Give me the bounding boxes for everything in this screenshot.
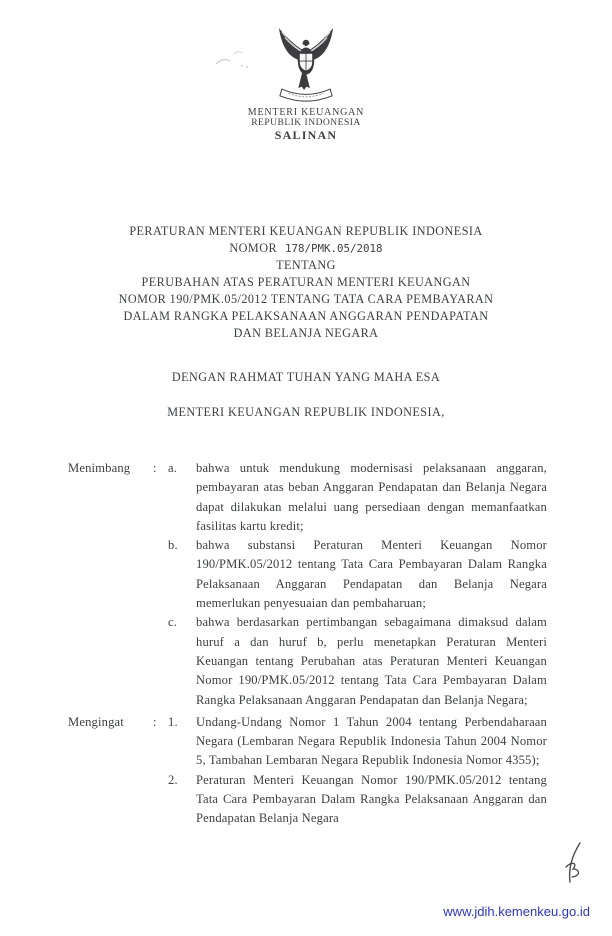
jdih-link[interactable]: www.jdih.kemenkeu.go.id (443, 904, 590, 919)
title-line-4: PERUBAHAN ATAS PERATURAN MENTERI KEUANGAN (141, 275, 471, 289)
mengingat-section (68, 713, 547, 829)
letterhead (0, 20, 612, 143)
item-text: Undang-Undang Nomor 1 Tahun 2004 tentang Perbendaharaan Negara (Lembaran Negara Republik Indonesia Tahun 2004 Nomor 5, Tambahan Lembaran Negara Republik Indonesia Nomor 4355); (196, 714, 547, 768)
title-line-6: DALAM RANGKA PELAKSANAAN ANGGARAN PENDAPATAN (123, 309, 489, 323)
title-line-5: NOMOR 190/PMK.05/2012 TENTANG TATA CARA PEMBAYARAN (118, 292, 494, 306)
invocation-line: DENGAN RAHMAT TUHAN YANG MAHA ESA (171, 370, 441, 384)
document-body (68, 459, 547, 829)
item-text: bahwa berdasarkan pertimbangan sebagaimana dimaksud dalam huruf a dan huruf b, perlu menetapkan Peraturan Menteri Keuangan tentang Perubahan atas Peraturan Menteri Keuangan Nomor 190/PMK.05/2012 tentang Tata Cara Pembayaran Dalam Rangka Pelaksanaan Anggaran Pendapatan dan Belanja Negara; (196, 615, 547, 707)
item-marker: c. (168, 615, 178, 630)
list-item (168, 771, 547, 829)
list-item (168, 459, 547, 536)
item-marker: a. (168, 461, 178, 475)
title-line-1: PERATURAN MENTERI KEUANGAN REPUBLIK INDONESIA (129, 224, 483, 238)
item-text: bahwa substansi Peraturan Menteri Keuangan Nomor 190/PMK.05/2012 tentang Tata Cara Pembayaran Dalam Rangka Pelaksanaan Anggaran Pendapatan dan Belanja Negara memerlukan penyesuaian dan pembaharuan; (196, 538, 547, 611)
list-item (168, 613, 547, 709)
item-marker: 1. (168, 714, 178, 729)
paraf-signature (560, 841, 586, 890)
copy-label: SALINAN (274, 128, 338, 142)
authority-line: MENTERI KEUANGAN REPUBLIK INDONESIA, (167, 405, 445, 419)
menimbang-items (168, 459, 547, 710)
menimbang-label: Menimbang (68, 461, 131, 475)
title-nomor-line (36, 240, 576, 257)
mengingat-label: Mengingat (68, 714, 124, 729)
mengingat-colon: : (153, 714, 157, 729)
nomor-label: NOMOR (229, 241, 278, 255)
list-item (168, 713, 547, 771)
menimbang-section (68, 459, 547, 710)
title-tentang: TENTANG (276, 258, 336, 272)
ministry-country: REPUBLIK INDONESIA (251, 118, 361, 128)
item-marker: 2. (168, 772, 178, 787)
item-text: bahwa untuk mendukung modernisasi pelaksanaan anggaran, pembayaran atas beban Anggaran Pendapatan dan Belanja Negara dapat dilakukan melalui uang persediaan dengan memanfaatkan fasilitas kartu kredit; (196, 461, 547, 533)
garuda-pancasila-emblem-icon (0, 20, 612, 104)
title-line-7: DAN BELANJA NEGARA (233, 326, 379, 340)
mengingat-items (168, 713, 547, 829)
title-block (36, 223, 576, 421)
nomor-value: 178/PMK.05/2018 (285, 242, 383, 255)
item-text: Peraturan Menteri Keuangan Nomor 190/PMK.05/2012 tentang Tata Cara Pembayaran Dalam Rangka Pelaksanaan Anggaran dan Pendapatan Belanja Negara (196, 772, 547, 826)
list-item (168, 536, 547, 613)
item-marker: b. (168, 538, 178, 553)
menimbang-colon: : (153, 461, 157, 475)
ministry-name: MENTERI KEUANGAN (247, 107, 365, 118)
